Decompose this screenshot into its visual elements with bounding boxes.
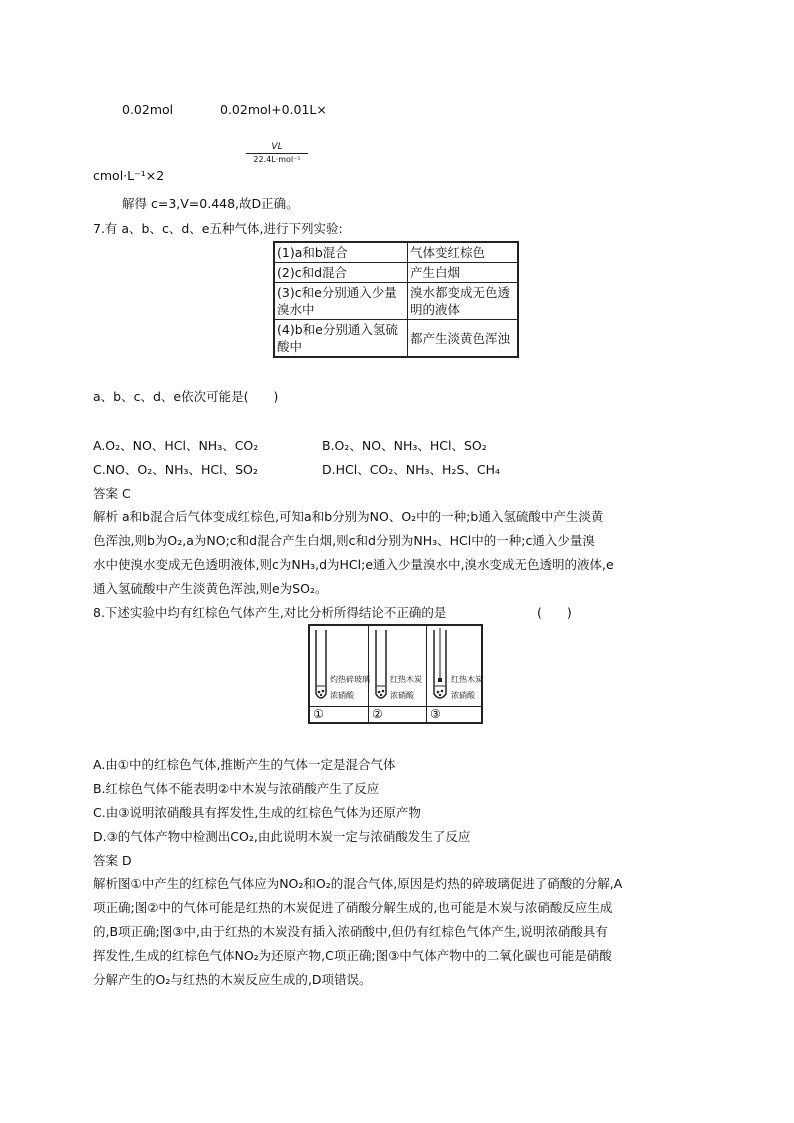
table-row: [274, 283, 518, 320]
table-cell: (4)b和e分别通入氢硫酸中: [274, 320, 408, 358]
q8-analysis: [93, 872, 703, 992]
analysis-line: 的,B项正确;图③中,由于红热的木炭没有插入浓硝酸中,但仍有红棕色气体产生,说明浓硝酸具有: [93, 924, 608, 939]
table-cell: 溴水都变成无色透明的液体: [408, 283, 519, 320]
figure-number: ①: [313, 707, 324, 721]
analysis-line: 通入氢硫酸中产生淡黄色浑浊,则e为SO₂。: [93, 581, 328, 596]
q8-paren: ( ): [537, 605, 572, 620]
solution-result: 解得 c=3,V=0.448,故D正确。: [122, 196, 299, 211]
table-row: [274, 263, 518, 283]
analysis-line: 解析图①中产生的红棕色气体应为NO₂和O₂的混合气体,原因是灼热的碎玻璃促进了硝酸的分解,A: [93, 876, 623, 891]
q7-question: a、b、c、d、e依次可能是( ): [93, 389, 279, 404]
fraction-denominator: 22.4L·mol⁻¹: [253, 155, 301, 164]
experiment-figure: [308, 624, 483, 724]
figure-label: 浓硝酸: [390, 691, 414, 700]
figure-divider: [426, 626, 427, 722]
analysis-line: 水中使溴水变成无色透明液体,则c为NH₃,d为HCl;e通入少量溴水中,溴水变成无色透明的液体,e: [93, 557, 614, 572]
q8-option-c: C.由③说明浓硝酸具有挥发性,生成的红棕色气体为还原产物: [93, 805, 421, 820]
figure-number: ③: [430, 707, 441, 721]
figure-label: 红热木炭: [390, 675, 422, 684]
q7-analysis: [93, 505, 703, 601]
table-cell: (3)c和e分别通入少量溴水中: [274, 283, 408, 320]
solution-row2: cmol·L⁻¹×2: [93, 168, 165, 183]
solution-row1-a: 0.02mol: [122, 102, 174, 117]
analysis-line: 解析 a和b混合后气体变成红棕色,可知a和b分别为NO、O₂中的一种;b通入氢硫酸中产生淡黄: [93, 509, 604, 524]
analysis-line: 项正确;图②中的气体可能是红热的木炭促进了硝酸分解生成的,也可能是木炭与浓硝酸反应生成: [93, 900, 613, 915]
table-cell: (1)a和b混合: [274, 242, 408, 263]
figure-label: 浓硝酸: [330, 691, 354, 700]
analysis-line: 挥发性,生成的红棕色气体NO₂为还原产物,C项正确;图③中气体产物中的二氧化碳也可能是硝酸: [93, 948, 612, 963]
q7-answer: 答案 C: [93, 486, 131, 501]
table-row: [274, 242, 518, 263]
table-row: [274, 320, 518, 358]
q7-option-d: D.HCl、CO₂、NH₃、H₂S、CH₄: [322, 462, 501, 477]
q7-experiment-table: [273, 241, 519, 358]
figure-bottom-strip: [310, 706, 481, 707]
figure-label: 浓硝酸: [451, 691, 475, 700]
fraction-numerator: VL: [271, 142, 283, 152]
analysis-line: 分解产生的O₂与红热的木炭反应生成的,D项错误。: [93, 972, 372, 987]
table-cell: (2)c和d混合: [274, 263, 408, 283]
q7-option-a: A.O₂、NO、HCl、NH₃、CO₂: [93, 438, 259, 453]
q7-option-b: B.O₂、NO、NH₃、HCl、SO₂: [322, 438, 487, 453]
q8-stem: 8.下述实验中均有红棕色气体产生,对比分析所得结论不正确的是: [93, 605, 447, 620]
analysis-line: 色浑浊,则b为O₂,a为NO;c和d混合产生白烟,则c和d分别为NH₃、HCl中的一种;c通入少量溴: [93, 533, 595, 548]
figure-label: 红热木炭: [451, 675, 483, 684]
table-cell: 产生白烟: [408, 263, 519, 283]
figure-label: 灼热碎玻璃: [330, 675, 370, 684]
test-tube-icon: [312, 628, 330, 704]
fraction: [246, 142, 308, 165]
q7-stem: 7.有 a、b、c、d、e五种气体,进行下列实验:: [93, 221, 343, 236]
test-tube-icon: [372, 628, 390, 704]
figure-number: ②: [372, 707, 383, 721]
q8-option-d: D.③的气体产物中检测出CO₂,由此说明木炭一定与浓硝酸发生了反应: [93, 829, 471, 844]
q8-option-a: A.由①中的红棕色气体,推断产生的气体一定是混合气体: [93, 757, 396, 772]
q8-answer: 答案 D: [93, 853, 132, 868]
q7-option-c: C.NO、O₂、NH₃、HCl、SO₂: [93, 462, 258, 477]
q8-option-b: B.红棕色气体不能表明②中木炭与浓硝酸产生了反应: [93, 781, 380, 796]
table-cell: 气体变红棕色: [408, 242, 519, 263]
test-tube-icon: [430, 628, 450, 704]
solution-row1-b: 0.02mol+0.01L×: [220, 102, 327, 117]
table-cell: 都产生淡黄色浑浊: [408, 320, 519, 358]
